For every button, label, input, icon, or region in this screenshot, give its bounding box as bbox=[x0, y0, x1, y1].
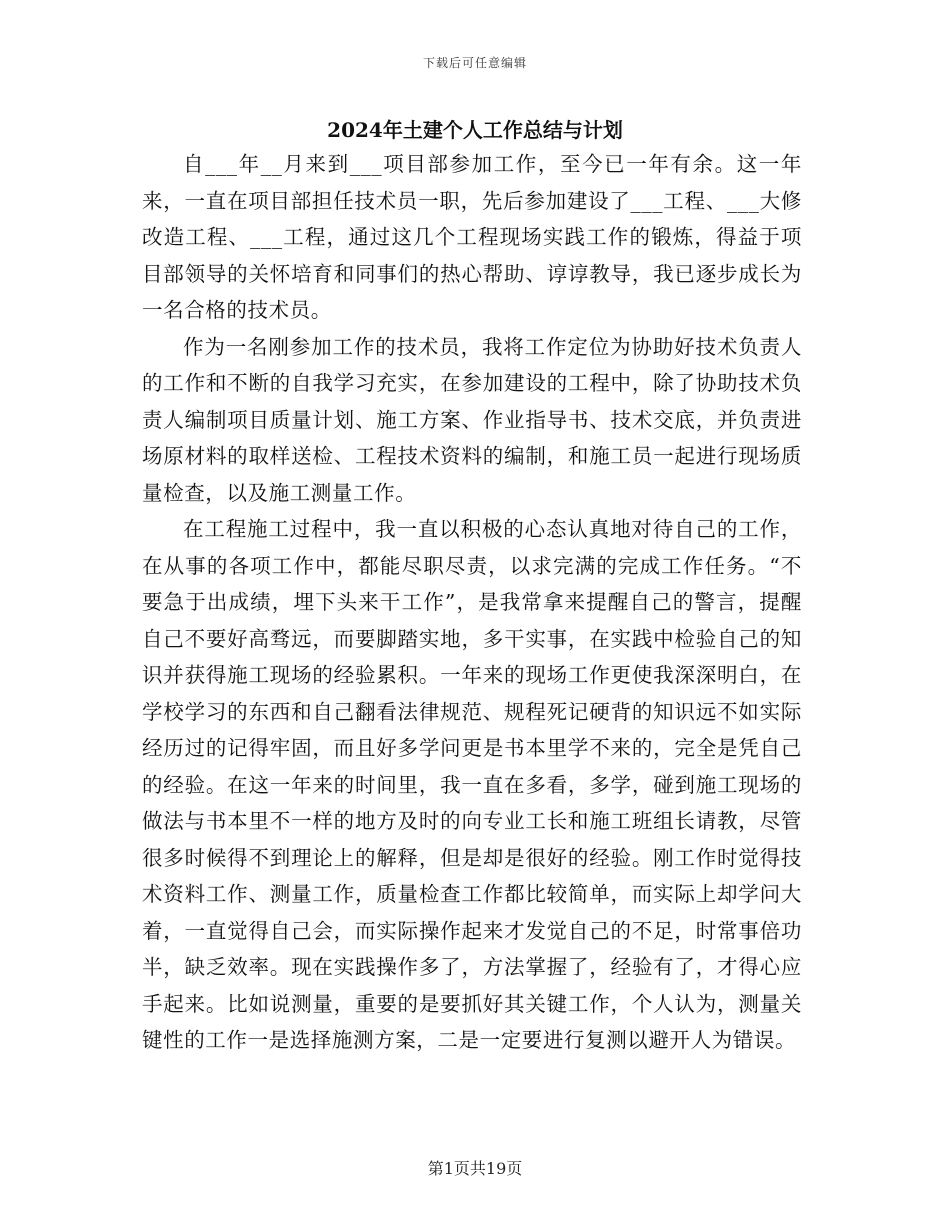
paragraph-2: 作为一名刚参加工作的技术员，我将工作定位为协助好技术负责人的工作和不断的自我学习充实，在参加建设的工程中，除了协助技术负责人编制项目质量计划、施工方案、作业指导书、技术交底，并负责进场原材料的取样送检、工程技术资料的编制，和施工员一起进行现场质量检查，以及施工测量工作。 bbox=[142, 334, 802, 505]
paragraph-3: 在工程施工过程中，我一直以积极的心态认真地对待自己的工作，在从事的各项工作中，都能尽职尽责，以求完满的完成工作任务。“不要急于出成绩，埋下头来干工作”，是我常拿来提醒自己的警言，提醒自己不要好高骛远，而要脚踏实地，多干实事，在实践中检验自己的知识并获得施工现场的经验累积。一年来的现场工作更使我深深明白，在学校学习的东西和自己翻看法律规范、规程死记硬背的知识远不如实际经历过的记得牢固，而且好多学问更是书本里学不来的，完全是凭自己的经验。在这一年来的时间里，我一直在多看，多学，碰到施工现场的做法与书本里不一样的地方及时的向专业工长和施工班组长请教，尽管很多时候得不到理论上的解释，但是却是很好的经验。刚工作时觉得技术资料工作、测量工作，质量检查工作都比较简单，而实际上却学问大着，一直觉得自己会，而实际操作起来才发觉自己的不足，时常事倍功半，缺乏效率。现在实践操作多了，方法掌握了，经验有了，才得心应手起来。比如说测量，重要的是要抓好其关键工作，个人认为，测量关键性的工作一是选择施测方案，二是一定要进行复测以避开人为错误。 bbox=[142, 517, 802, 1052]
paragraph-1: 自___年__月来到___项目部参加工作，至今已一年有余。这一年来，一直在项目部担任技术员一职，先后参加建设了___工程、___大修改造工程、___工程，通过这几个工程现场实践工作的锻炼，得益于项目部领导的关怀培育和同事们的热心帮助、谆谆教导，我已逐步成长为一名合格的技术员。 bbox=[142, 152, 802, 322]
page-footer: 第1页共19页 bbox=[427, 1159, 523, 1178]
header-note: 下载后可任意编辑 bbox=[422, 56, 527, 70]
document-body bbox=[142, 146, 802, 1059]
document-title: 2024年土建个人工作总结与计划 bbox=[327, 118, 623, 142]
